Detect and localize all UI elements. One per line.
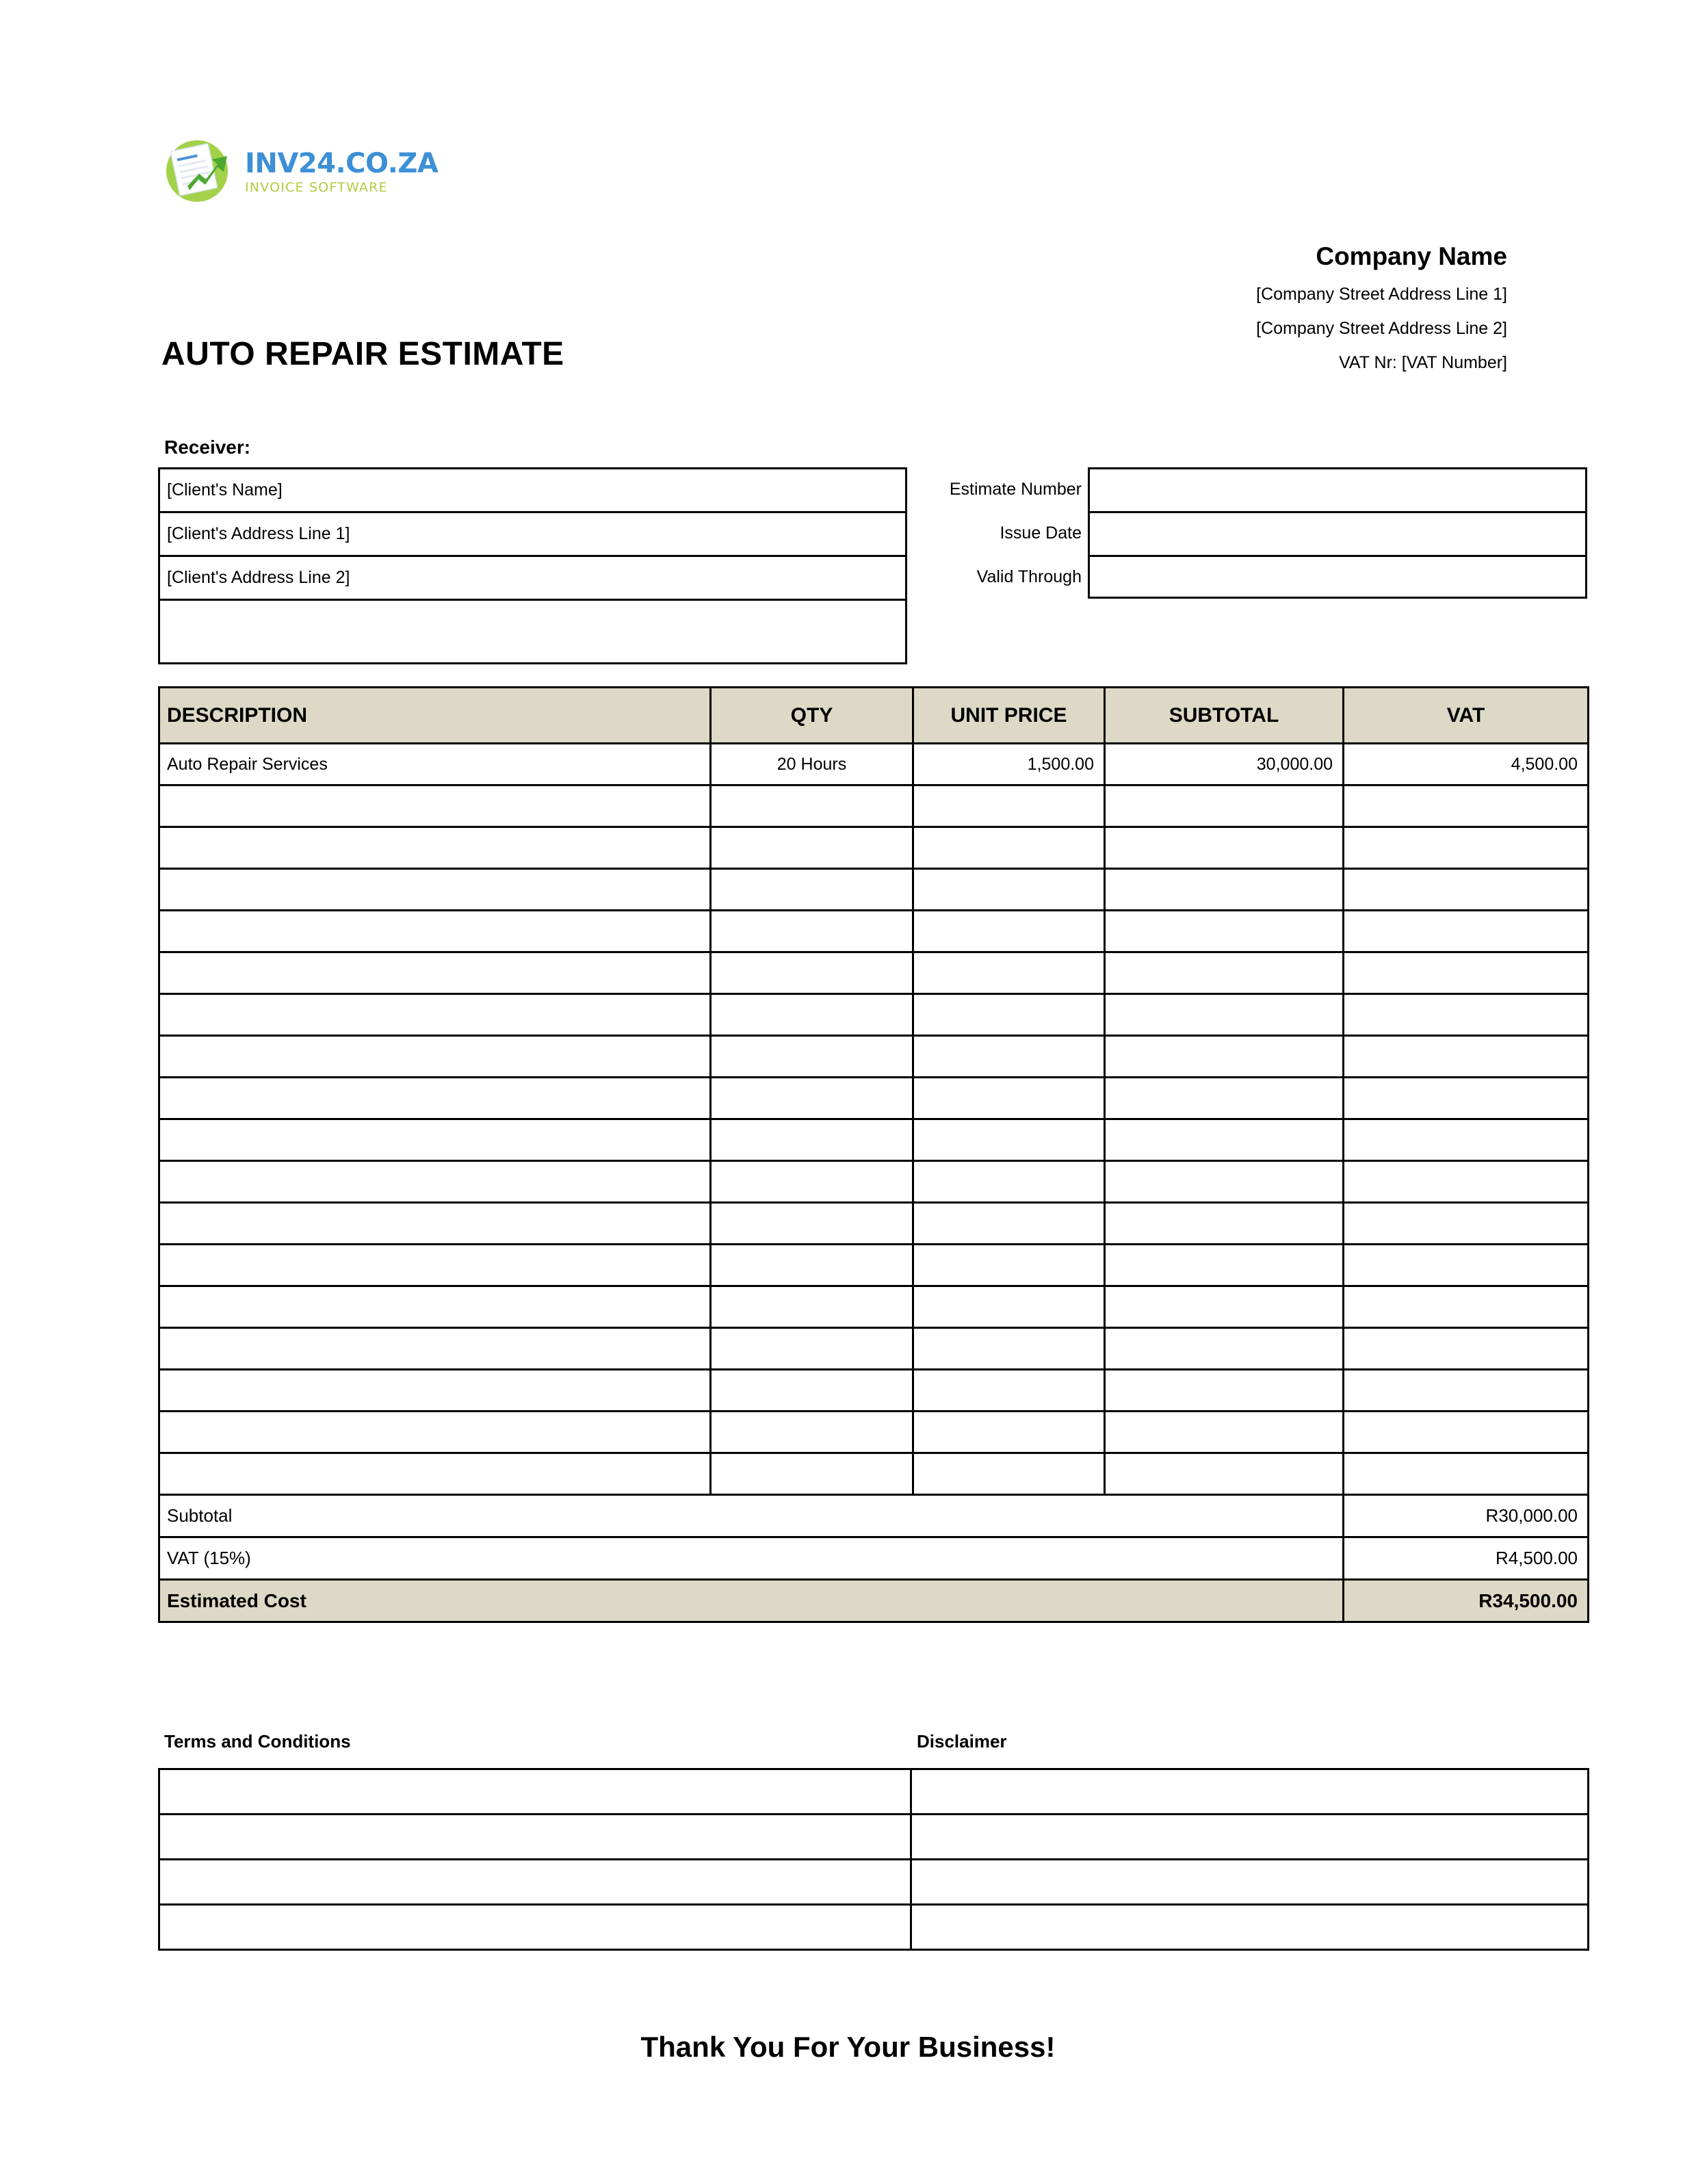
table-row: [159, 1078, 1589, 1119]
item-qty-cell[interactable]: [711, 1203, 913, 1245]
item-description-cell[interactable]: [159, 1453, 711, 1495]
item-vat-cell[interactable]: 4,500.00: [1344, 744, 1589, 785]
item-vat-cell[interactable]: [1344, 1245, 1589, 1286]
item-description-cell[interactable]: [159, 1161, 711, 1203]
subtotal-row: [159, 1495, 1589, 1537]
vat-label: VAT (15%): [159, 1537, 1344, 1580]
item-vat-cell[interactable]: [1344, 1119, 1589, 1161]
item-unit-price-cell[interactable]: [913, 1161, 1105, 1203]
vat-row: [159, 1537, 1589, 1580]
item-unit-price-cell[interactable]: [913, 911, 1105, 952]
terms-cell[interactable]: [159, 1769, 911, 1815]
item-qty-cell[interactable]: [711, 1453, 913, 1495]
estimated-cost-value: R34,500.00: [1344, 1580, 1589, 1622]
issue-date-field[interactable]: [1088, 511, 1587, 555]
estimated-cost-row: [159, 1580, 1589, 1622]
item-qty-cell[interactable]: [711, 869, 913, 911]
disclaimer-cell[interactable]: [911, 1860, 1589, 1905]
table-row: [159, 1370, 1589, 1412]
table-row: [159, 827, 1589, 869]
item-unit-price-cell[interactable]: [913, 1203, 1105, 1245]
brand-logo: [159, 131, 438, 208]
item-vat-cell[interactable]: [1344, 911, 1589, 952]
page-title: AUTO REPAIR ESTIMATE: [161, 336, 564, 372]
item-unit-price-cell[interactable]: [913, 1286, 1105, 1328]
receiver-extra-field[interactable]: [160, 601, 905, 662]
item-unit-price-cell[interactable]: 1,500.00: [913, 744, 1105, 785]
item-description-cell[interactable]: [159, 827, 711, 869]
table-row: [159, 1453, 1589, 1495]
item-vat-cell[interactable]: [1344, 1453, 1589, 1495]
table-row: [159, 952, 1589, 994]
item-unit-price-cell[interactable]: [913, 952, 1105, 994]
company-vat-number: VAT Nr: [VAT Number]: [1339, 352, 1507, 372]
item-vat-cell[interactable]: [1344, 869, 1589, 911]
item-subtotal-cell[interactable]: [1105, 1161, 1344, 1203]
vat-value: R4,500.00: [1344, 1537, 1589, 1580]
issue-date-row: [910, 511, 1587, 555]
table-row: [159, 1412, 1589, 1453]
table-row: [159, 1245, 1589, 1286]
company-address-line-1: [Company Street Address Line 1]: [1256, 284, 1507, 304]
item-description-cell[interactable]: [159, 1036, 711, 1078]
item-subtotal-cell[interactable]: [1105, 1370, 1344, 1412]
receiver-label: Receiver:: [164, 437, 251, 458]
item-description-cell[interactable]: [159, 1370, 711, 1412]
item-description-cell[interactable]: [159, 1412, 711, 1453]
receiver-name-field[interactable]: [Client's Name]: [160, 469, 905, 513]
item-vat-cell[interactable]: [1344, 952, 1589, 994]
logo-title: INV24.CO.ZA: [245, 147, 439, 179]
terms-disclaimer-body: [159, 1769, 1589, 1950]
table-row: [159, 1161, 1589, 1203]
disclaimer-heading: Disclaimer: [917, 1731, 1007, 1752]
subtotal-label: Subtotal: [159, 1495, 1344, 1537]
item-qty-cell[interactable]: [711, 827, 913, 869]
item-description-cell[interactable]: [159, 785, 711, 827]
item-subtotal-cell[interactable]: [1105, 1036, 1344, 1078]
column-header-unit-price: UNIT PRICE: [913, 688, 1105, 744]
item-subtotal-cell[interactable]: [1105, 1412, 1344, 1453]
table-row: [159, 1036, 1589, 1078]
item-unit-price-cell[interactable]: [913, 1245, 1105, 1286]
item-subtotal-cell[interactable]: [1105, 869, 1344, 911]
item-vat-cell[interactable]: [1344, 1412, 1589, 1453]
estimate-number-field[interactable]: [1088, 467, 1587, 511]
item-description-cell[interactable]: [159, 1203, 711, 1245]
item-qty-cell[interactable]: [711, 785, 913, 827]
receiver-box: [158, 467, 907, 664]
table-row: [159, 994, 1589, 1036]
item-unit-price-cell[interactable]: [913, 1453, 1105, 1495]
item-subtotal-cell[interactable]: [1105, 1286, 1344, 1328]
item-vat-cell[interactable]: [1344, 1328, 1589, 1370]
column-header-qty: QTY: [711, 688, 913, 744]
table-row: [159, 1119, 1589, 1161]
item-description-cell[interactable]: [159, 1078, 711, 1119]
estimated-cost-label: Estimated Cost: [159, 1580, 1344, 1622]
terms-cell[interactable]: [159, 1860, 911, 1905]
terms-cell[interactable]: [159, 1815, 911, 1860]
item-unit-price-cell[interactable]: [913, 994, 1105, 1036]
column-header-vat: VAT: [1344, 688, 1589, 744]
item-description-cell[interactable]: [159, 1245, 711, 1286]
terms-and-conditions-heading: Terms and Conditions: [164, 1731, 351, 1752]
item-vat-cell[interactable]: [1344, 1161, 1589, 1203]
item-description-cell[interactable]: [159, 1286, 711, 1328]
column-header-description: DESCRIPTION: [159, 688, 711, 744]
item-description-cell[interactable]: [159, 911, 711, 952]
line-items-header: [159, 688, 1589, 744]
company-name: Company Name: [1316, 242, 1507, 270]
item-subtotal-cell[interactable]: [1105, 911, 1344, 952]
valid-through-field[interactable]: [1088, 555, 1587, 599]
logo-subtitle: INVOICE SOFTWARE: [245, 179, 388, 195]
item-description-cell[interactable]: [159, 1328, 711, 1370]
footer-message: Thank You For Your Business!: [640, 2031, 1056, 2063]
table-row: [159, 1203, 1589, 1245]
subtotal-value: R30,000.00: [1344, 1495, 1589, 1537]
item-qty-cell[interactable]: [711, 1245, 913, 1286]
item-description-cell[interactable]: [159, 994, 711, 1036]
item-qty-cell[interactable]: 20 Hours: [711, 744, 913, 785]
table-row: [159, 1328, 1589, 1370]
terms-disclaimer-table: [158, 1768, 1589, 1951]
item-subtotal-cell[interactable]: [1105, 952, 1344, 994]
item-description-cell[interactable]: Auto Repair Services: [159, 744, 711, 785]
item-unit-price-cell[interactable]: [913, 1412, 1105, 1453]
item-subtotal-cell[interactable]: [1105, 1245, 1344, 1286]
item-qty-cell[interactable]: [711, 1412, 913, 1453]
table-row: [159, 869, 1589, 911]
item-vat-cell[interactable]: [1344, 1036, 1589, 1078]
item-description-cell[interactable]: [159, 1119, 711, 1161]
item-description-cell[interactable]: [159, 869, 711, 911]
item-vat-cell[interactable]: [1344, 1286, 1589, 1328]
company-address-line-2: [Company Street Address Line 2]: [1256, 318, 1507, 338]
item-qty-cell[interactable]: [711, 1078, 913, 1119]
table-row: [159, 785, 1589, 827]
item-subtotal-cell[interactable]: [1105, 1203, 1344, 1245]
totals-table: [158, 1494, 1589, 1623]
item-subtotal-cell[interactable]: [1105, 1078, 1344, 1119]
item-vat-cell[interactable]: [1344, 1203, 1589, 1245]
line-items-table: [158, 686, 1589, 1496]
item-qty-cell[interactable]: [711, 1161, 913, 1203]
receiver-address-line-2-field[interactable]: [Client's Address Line 2]: [160, 557, 905, 601]
column-header-subtotal: SUBTOTAL: [1105, 688, 1344, 744]
terms-row: [159, 1815, 1589, 1860]
item-subtotal-cell[interactable]: [1105, 1328, 1344, 1370]
terms-row: [159, 1860, 1589, 1905]
valid-through-row: [910, 555, 1587, 599]
terms-cell[interactable]: [159, 1905, 911, 1950]
table-row: [159, 744, 1589, 785]
terms-row: [159, 1769, 1589, 1815]
item-unit-price-cell[interactable]: [913, 1036, 1105, 1078]
item-unit-price-cell[interactable]: [913, 869, 1105, 911]
item-qty-cell[interactable]: [711, 1119, 913, 1161]
table-row: [159, 911, 1589, 952]
estimate-meta: [910, 467, 1587, 599]
inv24-logo-icon: [159, 131, 235, 208]
item-description-cell[interactable]: [159, 952, 711, 994]
item-unit-price-cell[interactable]: [913, 1370, 1105, 1412]
item-unit-price-cell[interactable]: [913, 1078, 1105, 1119]
item-qty-cell[interactable]: [711, 1036, 913, 1078]
line-items-body: [159, 744, 1589, 1495]
table-row: [159, 1286, 1589, 1328]
estimate-number-row: [910, 467, 1587, 511]
disclaimer-cell[interactable]: [911, 1905, 1589, 1950]
item-subtotal-cell[interactable]: [1105, 785, 1344, 827]
table-header-row: [159, 688, 1589, 744]
disclaimer-cell[interactable]: [911, 1815, 1589, 1860]
item-qty-cell[interactable]: [711, 911, 913, 952]
item-vat-cell[interactable]: [1344, 827, 1589, 869]
item-qty-cell[interactable]: [711, 1370, 913, 1412]
item-subtotal-cell[interactable]: [1105, 827, 1344, 869]
item-qty-cell[interactable]: [711, 1286, 913, 1328]
receiver-address-line-1-field[interactable]: [Client's Address Line 1]: [160, 513, 905, 557]
item-unit-price-cell[interactable]: [913, 1119, 1105, 1161]
disclaimer-cell[interactable]: [911, 1769, 1589, 1815]
estimate-number-label: Estimate Number: [949, 479, 1082, 499]
item-subtotal-cell[interactable]: [1105, 994, 1344, 1036]
item-subtotal-cell[interactable]: [1105, 1453, 1344, 1495]
item-subtotal-cell[interactable]: 30,000.00: [1105, 744, 1344, 785]
item-vat-cell[interactable]: [1344, 1370, 1589, 1412]
valid-through-label: Valid Through: [976, 567, 1082, 586]
issue-date-label: Issue Date: [1000, 523, 1082, 543]
item-qty-cell[interactable]: [711, 1328, 913, 1370]
item-vat-cell[interactable]: [1344, 994, 1589, 1036]
item-unit-price-cell[interactable]: [913, 1328, 1105, 1370]
company-info: [891, 243, 1507, 372]
item-qty-cell[interactable]: [711, 952, 913, 994]
item-qty-cell[interactable]: [711, 994, 913, 1036]
item-subtotal-cell[interactable]: [1105, 1119, 1344, 1161]
item-vat-cell[interactable]: [1344, 785, 1589, 827]
item-unit-price-cell[interactable]: [913, 827, 1105, 869]
item-vat-cell[interactable]: [1344, 1078, 1589, 1119]
terms-row: [159, 1905, 1589, 1950]
item-unit-price-cell[interactable]: [913, 785, 1105, 827]
